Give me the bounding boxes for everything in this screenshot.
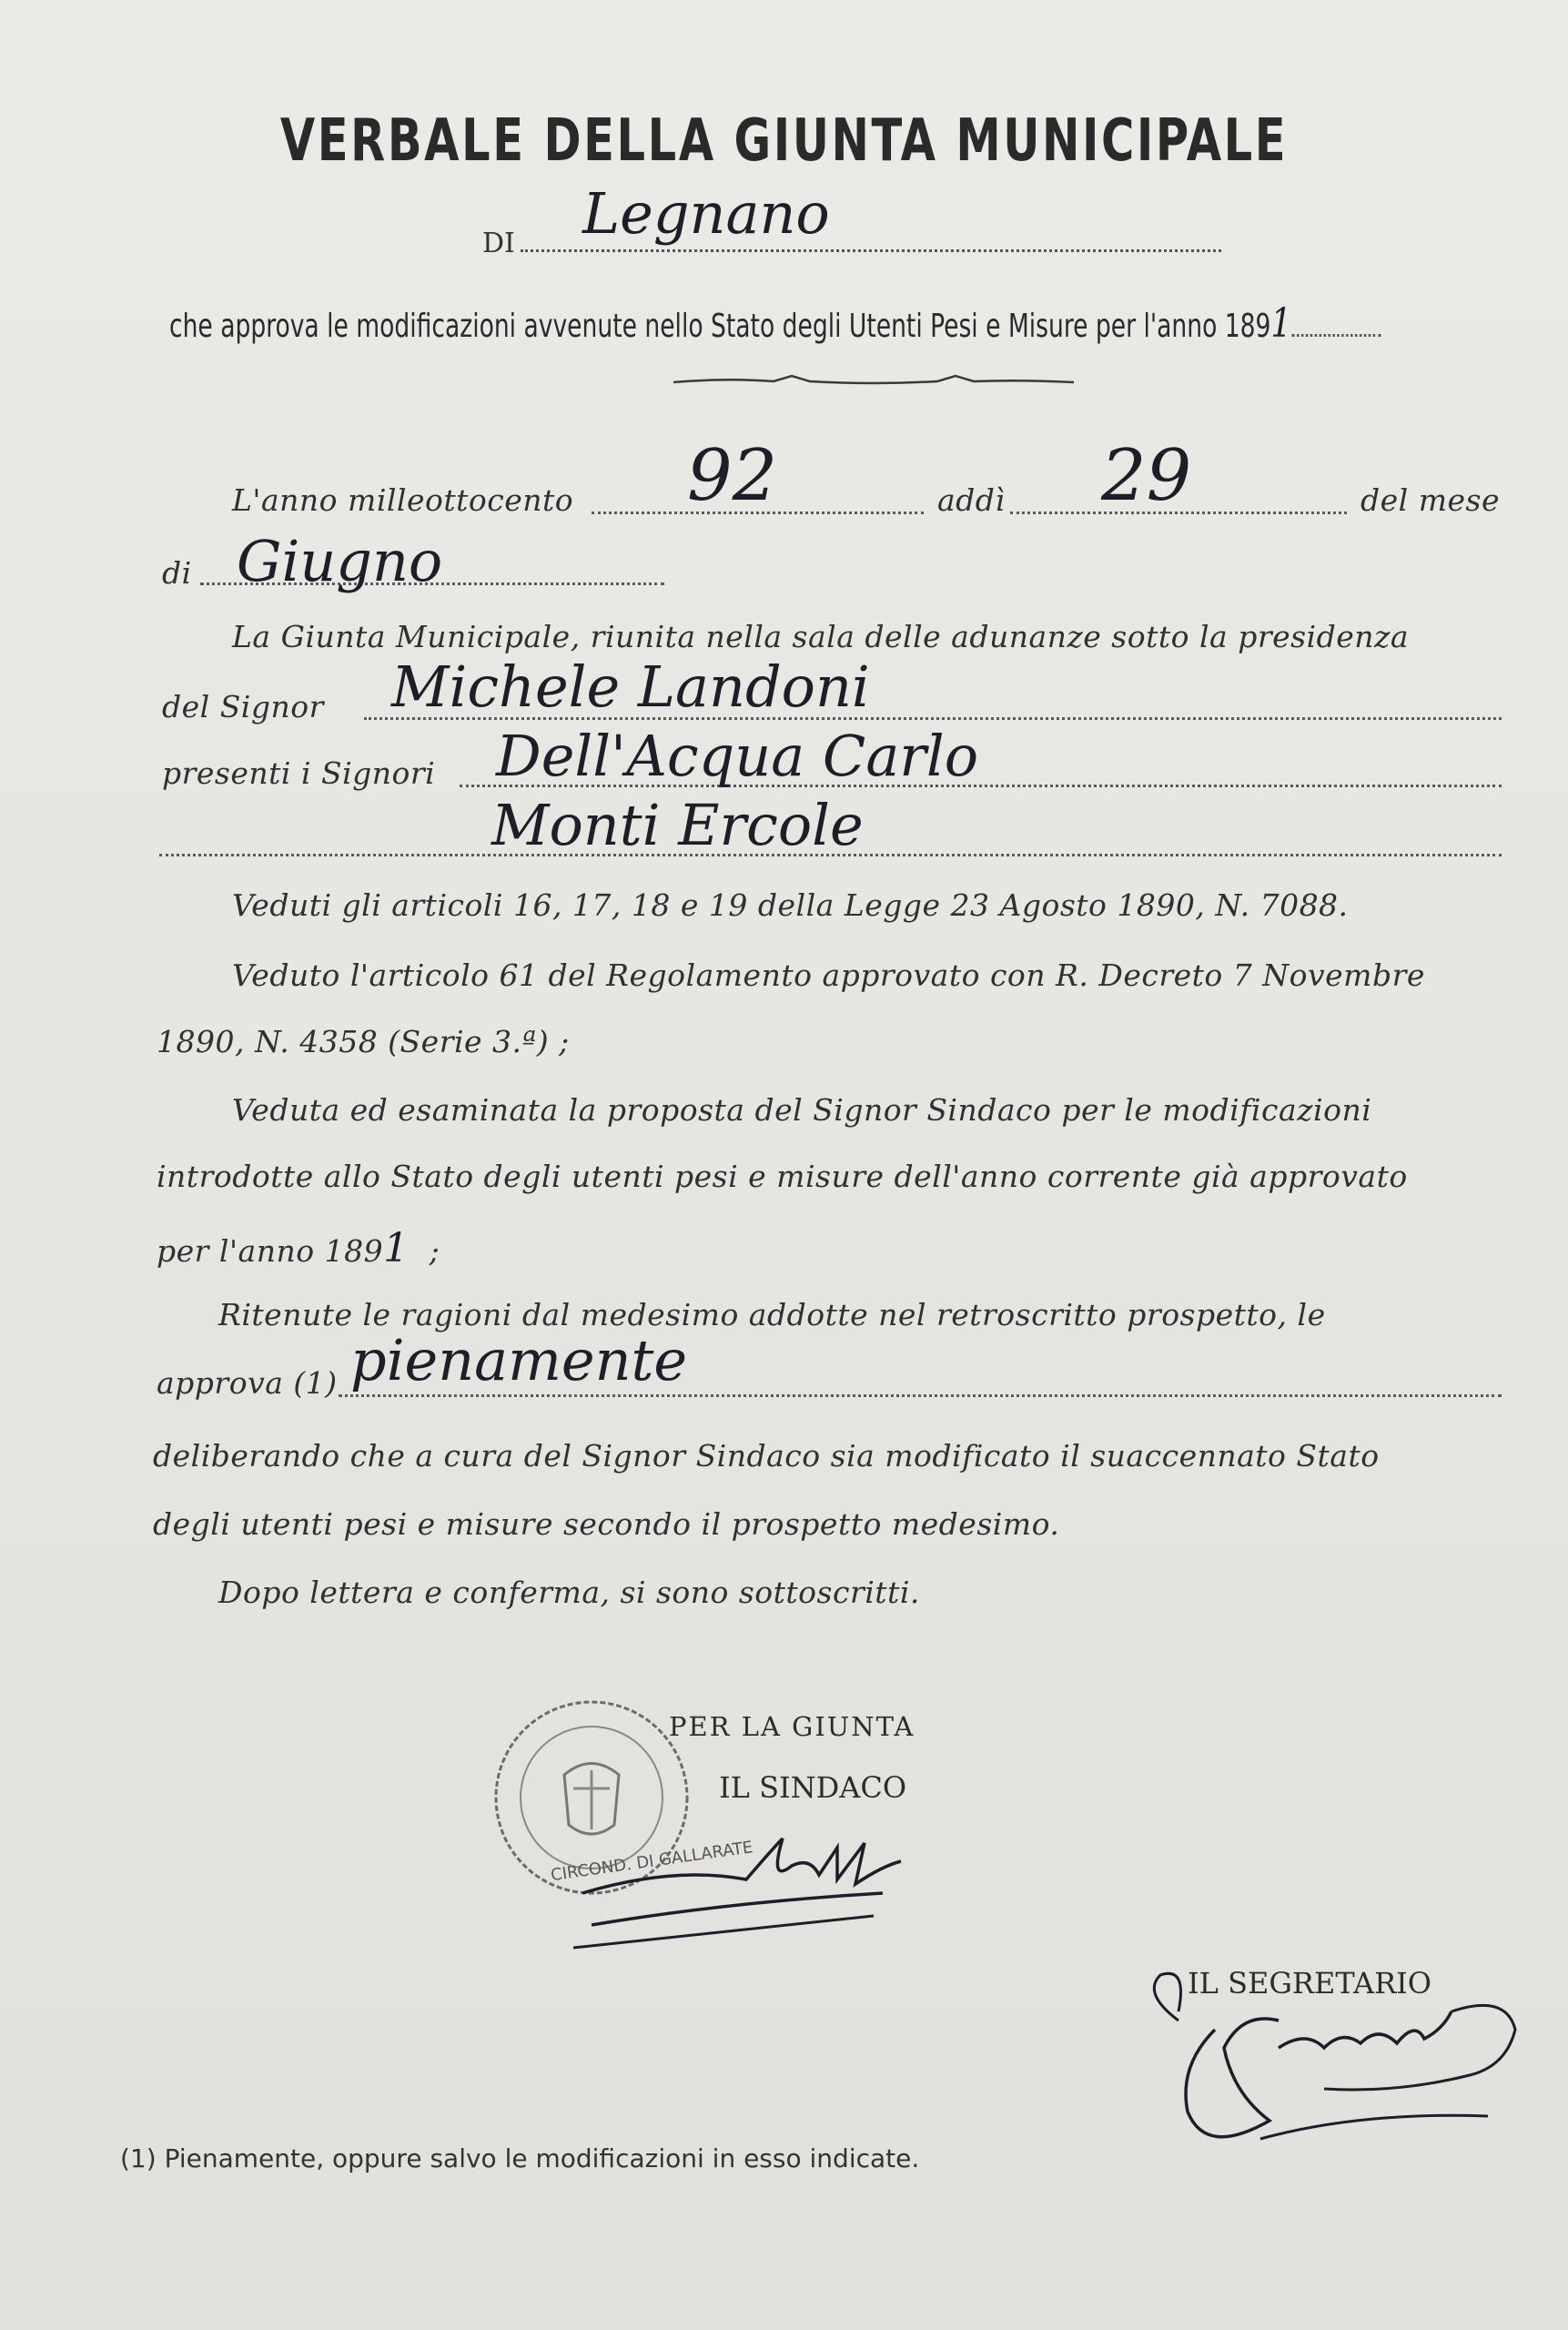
subtitle-dotted-line (1291, 334, 1381, 337)
paragraph-proposta-line3 (157, 1225, 440, 1271)
paragraph-regolamento-line2: 1890, N. 4358 (Serie 3.ª) ; (157, 1024, 570, 1059)
il-segretario-label: IL SEGRETARIO (1188, 1966, 1432, 2001)
segretario-signature (1124, 1957, 1543, 2157)
addi-label: addì (937, 482, 1006, 518)
di-label: DI (482, 228, 515, 259)
subtitle-text: che approva le modificazioni avvenute nello Stato degli Utenti Pesi e Misure per l'anno 189 (169, 308, 1271, 345)
subtitle-year-digit: 1 (1270, 300, 1292, 347)
anno-digit-handwritten: 1 (383, 1225, 410, 1271)
presente-2: Monti Ercole (491, 792, 864, 858)
ornament-divider (673, 369, 1074, 396)
paragraph-ritenute-line3: deliberando che a cura del Signor Sindaco sia modificato il suaccennato Stato (153, 1438, 1380, 1474)
paragraph-proposta-line1: Veduta ed esaminata la proposta del Signor Sindaco per le modificazioni (232, 1092, 1372, 1128)
subtitle-line (169, 300, 1292, 347)
giorno-value: 29 (1101, 435, 1192, 517)
giunta-text: La Giunta Municipale, riunita nella sala delle adunanze sotto la presidenza (232, 619, 1410, 654)
paragraph-regolamento-line1: Veduto l'articolo 61 del Regolamento approvato con R. Decreto 7 Novembre (232, 957, 1425, 993)
di-label-2: di (162, 555, 192, 591)
sindaco-signature (564, 1829, 928, 1957)
anno-label: L'anno milleottocento (232, 482, 574, 518)
document-title: VERBALE DELLA GIUNTA MUNICIPALE (279, 107, 1289, 175)
anno-value: 92 (687, 435, 778, 517)
paragraph-ritenute-line1: Ritenute le ragioni dal medesimo addotte nel retroscritto prospetto, le (218, 1297, 1326, 1332)
signor-label: del Signor (162, 689, 324, 724)
stamp-text: CIRCOND. DI GALLARATE (549, 1838, 754, 1886)
comune-handwritten: Legnano (582, 180, 830, 247)
footnote: (1) Pienamente, oppure salvo le modificazioni in esso indicate. (120, 2143, 920, 2173)
presenti-label: presenti i Signori (162, 755, 436, 791)
paragraph-ritenute-line4: degli utenti pesi e misure secondo il prospetto medesimo. (153, 1506, 1060, 1542)
presidente-value: Michele Landoni (391, 653, 870, 720)
per-la-giunta-label: PER LA GIUNTA (669, 1711, 916, 1742)
presente-1: Dell'Acqua Carlo (496, 723, 979, 789)
anno-suffix: ; (429, 1233, 440, 1269)
il-sindaco-label: IL SINDACO (719, 1770, 907, 1805)
approva-dotted-line (339, 1394, 1502, 1397)
mese-value: Giugno (237, 528, 443, 594)
paragraph-proposta-line2: introdotte allo Stato degli utenti pesi e misure dell'anno corrente già approvato (157, 1159, 1408, 1194)
paragraph-legge: Veduti gli articoli 16, 17, 18 e 19 della Legge 23 Agosto 1890, N. 7088. (232, 887, 1349, 923)
mese-label: del mese (1361, 482, 1500, 518)
approva-value: pienamente (350, 1327, 688, 1393)
comune-dotted-line (521, 249, 1221, 252)
approva-label: approva (1) (157, 1365, 338, 1401)
anno-prefix: per l'anno 189 (157, 1233, 384, 1269)
paragraph-conferma: Dopo lettera e conferma, si sono sottoscritti. (218, 1575, 920, 1610)
